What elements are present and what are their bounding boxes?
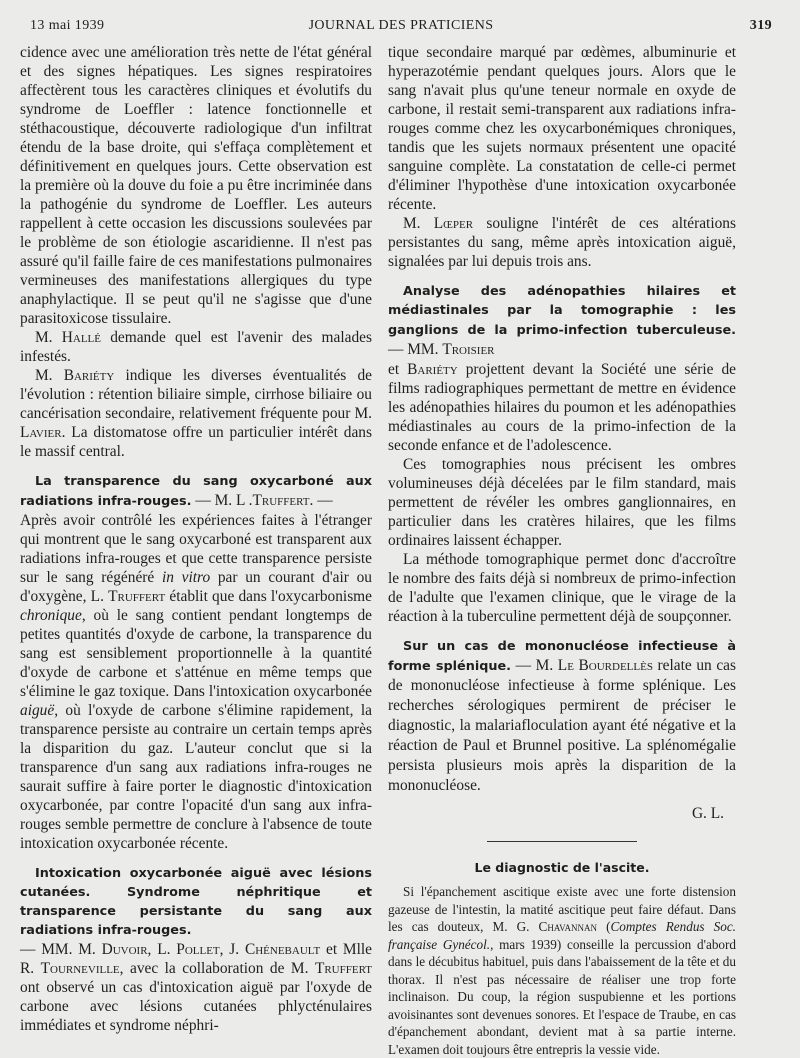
paragraph: Ces tomographies nous précisent les ombres volumineuses déjà décelées par le film standard, mais permettent de révéler les ombres ganglionnaires, en particulier dans les cratères hilaires, que les films ordinaires laissent échapper. xyxy=(388,456,736,549)
article-body xyxy=(388,883,736,1058)
author-name: Le Bourdellès xyxy=(557,657,653,674)
person-name: M. Hallé xyxy=(35,329,101,346)
author-name: M. L .Truffert. xyxy=(214,492,314,509)
paragraph: Si l'épanchement ascitique existe avec une forte distension gazeuse de l'intestin, la matité ascitique peut faire défaut. Dans les cas douteux, M. G. Chavannan (Comptes Rendus Soc. française Gynécol., mars 1939) conseille la percussion d'abord dans le décubitus habituel, puis dans l'abaissement de la tête et du thorax. Il n'est pas nécessaire de réaliser une trop forte inclinaison. Du coup, la région suspubienne et les portions avoisinantes sont devenues sonores. Et l'espace de Traube, en cas d'épanchement abondant, devient mat à sa partie interne. L'examen doit toujours être entrepris la vessie vide. xyxy=(388,884,737,1057)
person-name: M. Bariéty xyxy=(35,367,115,384)
journal-title: JOURNAL DES PRATICIENS xyxy=(308,18,494,33)
paragraph: et Bariéty projettent devant la Société une série de films radiographiques permettant de mettre en évidence les adénopathies hilaires du poumon et les adénopathies médiastinales au cours de la primo-infection de la seconde enfance et de l'adolescence. xyxy=(388,361,736,454)
section-heading: Sur un cas de mononucléose infectieuse à forme splénique. — M. Le Bourdellès relate un cas de mononucléose infectieuse à forme splénique. Les recherches sérologiques permirent de préciser le diagnostic, la malariafloculation ayant été négative et la réaction de Paul et Brunnel positive. La splénomégalie persista plusieurs mois après la disparition de la mononucléose. xyxy=(388,639,736,794)
author-name: Troisier xyxy=(442,341,495,358)
paragraph: Après avoir contrôlé les expériences faites à l'étranger qui montrent que le sang oxycarboné est transparent aux radiations infra-rouges et que cette transparence persiste sur le sang régénéré in vitro par un courant d'air ou d'oxygène, L. Truffert établit que dans l'oxycarbonisme chronique, où le sang contient pendant longtemps de petites quantités d'oxyde de carbone, la transparence du sang est sensiblement proportionnelle à la quantité d'oxyde de carbone et s'atténue en même temps que s'élimine le gaz toxique. Dans l'intoxication oxycarbonée aiguë, où l'oxyde de carbone s'élimine rapidement, la transparence persiste au contraire un certain temps après la disparition du gaz. L'auteur conclut que si la transparence d'un sang aux radiations infra-rouges ne saurait suffire à faire porter le diagnostic d'intoxication oxycarbonée, par contre l'opacité d'un sang aux infra-rouges semble permettre de conclure à l'absence de toute intoxication oxycarbonée récente. xyxy=(20,512,372,852)
section-heading: La transparence du sang oxycarboné aux radiations infra-rouges. — M. L .Truffert. — xyxy=(20,474,372,509)
person-name: Truffert xyxy=(314,960,372,977)
person-name: Chavannan xyxy=(538,919,598,934)
person-name: M. Lavier xyxy=(20,405,372,441)
page-header xyxy=(30,14,772,38)
paragraph: — MM. M. Duvoir, L. Pollet, J. Chénebault et Mlle R. Tourneville, avec la collaboration de M. Truffert ont observé un cas d'intoxication aiguë par l'oxyde de carbone avec lésions cutanées phlycténulaires immédiates et syndrome néphri- xyxy=(20,941,373,1034)
author-names: Duvoir, L. Pollet, J. Chénebault xyxy=(101,941,321,958)
issue-date: 13 mai 1939 xyxy=(30,18,105,33)
paragraph: tique secondaire marqué par œdèmes, albuminurie et hyperazotémie pendant quelques jours. Alors que le sang n'avait plus qu'une teneur normale en oxyde de carbone, il restait semi-transparent aux radiations infra-rouges comme chez les oxycarbonémiques chroniques, tandis que les sujets normaux présentent une opacité sanguine complète. La constatation de celle-ci permet d'éliminer l'hypothèse d'une intoxication oxycarbonée récente. xyxy=(388,44,736,213)
paragraph: cidence avec une amélioration très nette de l'état général et des signes hépatiques. Les signes respiratoires affectèrent tous les caractères cliniques et évolutifs du syndrome de Loeffler : latence fonctionnelle et stéthacoustique, découverte radiologique d'un infiltrat étendu de la base droite, qui s'effaça complètement et définitivement en quelques jours. Cette observation est la première où la douve du foie a pu être incriminée dans la pathogénie du syndrome de Loeffler. Les auteurs rappellent à cette occasion les discussions soulevées par le problème de son étiologie ascaridienne. Il n'est pas assuré qu'il faille faire de ces manifestations pulmonaires vermineuses des manifestations allergiques du type anaphylactique. Il se peut qu'il ne s'agisse que d'une parasitoxicose tissulaire. xyxy=(20,44,372,327)
person-name: Truffert xyxy=(108,588,166,605)
person-name: Tourneville xyxy=(40,960,120,977)
person-name: M. Lœper xyxy=(403,215,474,232)
signature: G. L. xyxy=(691,805,724,822)
section-heading: Intoxication oxycarbonée aiguë avec lésions cutanées. Syndrome néphritique et transparence persistante du sang aux radiations infra-rouges. xyxy=(20,866,372,938)
paragraph: La méthode tomographique permet donc d'accroître le nombre des faits déjà si nombreux de primo-infection de l'adulte que l'examen clinique, que le virage de la réaction à la tuberculine permettent déjà de soupçonner. xyxy=(388,551,736,625)
person-name: Bariéty xyxy=(407,361,458,378)
right-column xyxy=(388,43,736,1058)
left-column xyxy=(20,43,372,1035)
page-number: 319 xyxy=(749,18,772,33)
citation: Comptes Rendus Soc. française Gynécol. xyxy=(388,919,736,952)
paragraph: M. Hallé demande quel est l'avenir des malades infestés. xyxy=(20,329,372,365)
paragraph: M. Bariéty indique les diverses éventualités de l'évolution : rétention biliaire simple, cirrhose biliaire ou cancérisation secondaire, relativement fréquente pour M. Lavier. La distomatose offre un particulier intérêt dans le massif central. xyxy=(20,367,372,460)
section-divider xyxy=(487,841,637,842)
section-heading: Analyse des adénopathies hilaires et médiastinales par la tomographie : les ganglions de la primo-infection tuberculeuse. — MM. Troisier xyxy=(388,284,736,358)
article-title: Le diagnostic de l'ascite. xyxy=(474,860,650,875)
paragraph: M. Lœper souligne l'intérêt de ces altérations persistantes du sang, même après intoxication aiguë, signalées par lui depuis trois ans. xyxy=(388,215,736,270)
